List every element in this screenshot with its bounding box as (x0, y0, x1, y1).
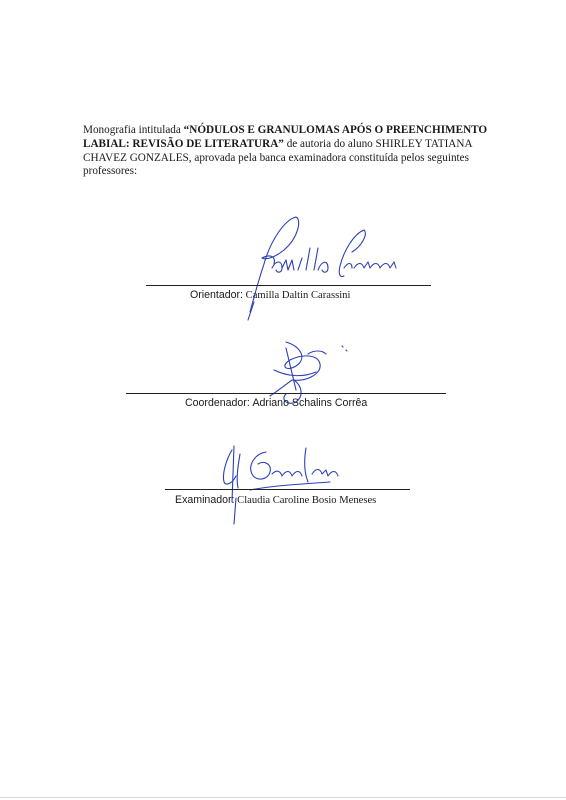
signature-line-coordenador (126, 393, 446, 394)
intro-body: de autoria do aluno SHIRLEY TATIANA CHAVEZ GONZALES, aprovada pela banca examinadora constituída pelos seguintes professores: (83, 137, 472, 178)
caption-coordenador (185, 397, 367, 409)
role-label: Orientador: (190, 289, 243, 301)
approval-statement (83, 124, 503, 179)
caption-orientador (190, 289, 350, 301)
caption-examinador (175, 494, 376, 506)
signature-line-orientador (146, 285, 431, 286)
examiner-name: Adriano Schalins Corrêa (252, 397, 368, 409)
page-bottom-edge (0, 797, 566, 798)
role-label: Coordenador: (185, 397, 250, 409)
signature-orientador (236, 212, 406, 322)
examiner-name: Claudia Caroline Bosio Meneses (237, 495, 377, 506)
examiner-name: Camilla Daltin Carassini (245, 290, 351, 301)
intro-prefix: Monografia intitulada (83, 124, 184, 136)
monograph-title: “NÓDULOS E GRANULOMAS APÓS O PREENCHIMENTO LABIAL: REVISÃO DE LITERATURA” (83, 124, 488, 150)
role-label: Examinador: (175, 494, 235, 506)
signature-line-examinador (165, 489, 410, 490)
signature-examinador (210, 440, 360, 530)
